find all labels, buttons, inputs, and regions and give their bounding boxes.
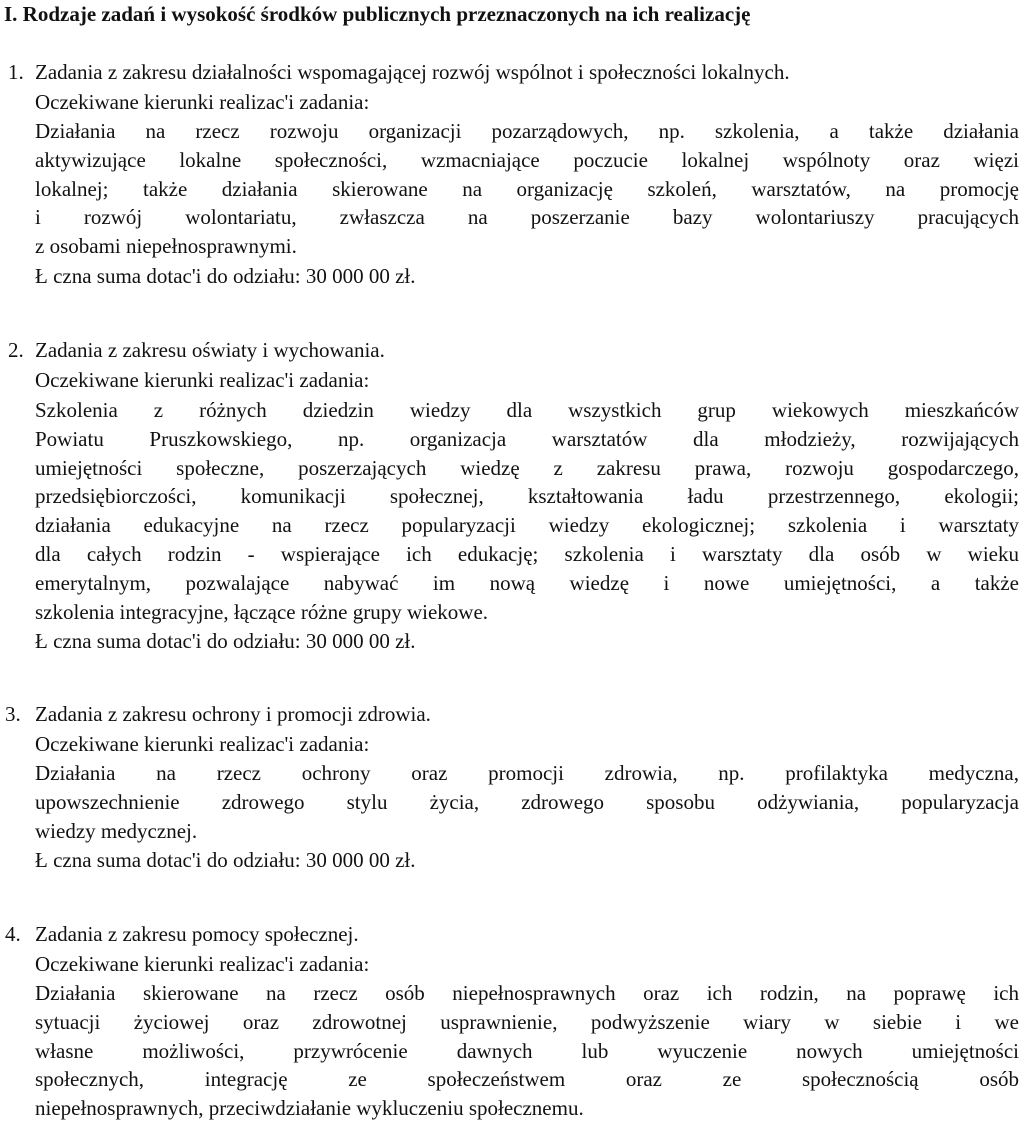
section-1-body [35,117,1019,261]
section-1-body-line: aktywizujące lokalne społeczności, wzmacniające poczucie lokalnej wspólnoty oraz więzi [35,147,1019,172]
section-2-sum: Ł czna suma dotac'i do odziału: 30 000 00 zł. [35,629,416,653]
section-1-body-line: z osobami niepełnosprawnymi. [35,234,297,259]
section-4-directions-label: Oczekiwane kierunki realizac'i zadania: [35,952,370,976]
section-2-directions-label: Oczekiwane kierunki realizac'i zadania: [35,368,370,392]
section-2-number: 2. [8,338,24,362]
section-2-body-line: emerytalnym, pozwalające nabywać im nową wiedzę i nowe umiejętności, a także [35,570,1019,595]
section-2-body-line: szkolenia integracyjne, łączące różne grupy wiekowe. [35,599,489,624]
section-2-title: Zadania z zakresu oświaty i wychowania. [35,338,385,362]
section-2-body [35,396,1019,626]
section-2-body-line: umiejętności społeczne, poszerzających wiedzę z zakresu prawa, rozwoju gospodarczego, [35,455,1019,480]
section-1-number: 1. [8,60,24,84]
section-4-body-line: niepełnosprawnych, przeciwdziałanie wykluczeniu społecznemu. [35,1096,584,1121]
section-3-number: 3. [5,702,21,726]
section-2-body-line: działania edukacyjne na rzecz popularyzacji wiedzy ekologicznej; szkolenia i warsztaty [35,513,1019,538]
section-2-body-line: dla całych rodzin - wspierające ich edukację; szkolenia i warsztaty dla osób w wieku [35,541,1019,566]
section-1-body-line: lokalnej; także działania skierowane na organizację szkoleń, warsztatów, na promocję [35,176,1019,201]
page-heading: I. Rodzaje zadań i wysokość środków publicznych przeznaczonych na ich realizację [4,2,751,26]
section-1-directions-label: Oczekiwane kierunki realizac'i zadania: [35,90,370,114]
section-3-body-line: upowszechnienie zdrowego stylu życia, zdrowego sposobu odżywiania, popularyzacja [35,789,1019,814]
section-4-number: 4. [5,922,21,946]
section-4-title: Zadania z zakresu pomocy społecznej. [35,922,359,946]
section-4-body-line: własne możliwości, przywrócenie dawnych lub wyuczenie nowych umiejętności [35,1038,1019,1063]
section-3-title: Zadania z zakresu ochrony i promocji zdrowia. [35,702,431,726]
section-3-directions-label: Oczekiwane kierunki realizac'i zadania: [35,732,370,756]
section-4-body-line: Działania skierowane na rzecz osób niepełnosprawnych oraz ich rodzin, na poprawę ich [35,981,1019,1005]
section-1-sum: Ł czna suma dotac'i do odziału: 30 000 00 zł. [35,264,416,288]
section-4-body [35,979,1019,1123]
section-3-body-line: Działania na rzecz ochrony oraz promocji zdrowia, np. profilaktyka medyczna, [35,761,1019,785]
section-3-body [35,759,1019,845]
section-4-body-line: społecznych, integrację ze społeczeństwem oraz ze społecznością osób [35,1067,1019,1092]
section-3-sum: Ł czna suma dotac'i do odziału: 30 000 00 zł. [35,848,416,872]
section-1-body-line: Działania na rzecz rozwoju organizacji pozarządowych, np. szkolenia, a także działania [35,119,1019,143]
section-4-body-line: sytuacji życiowej oraz zdrowotnej usprawnienie, podwyższenie wiary w siebie i we [35,1009,1019,1034]
section-1-title: Zadania z zakresu działalności wspomagającej rozwój wspólnot i społeczności lokalnych. [35,60,790,84]
section-1-body-line: i rozwój wolontariatu, zwłaszcza na poszerzanie bazy wolontariuszy pracujących [35,205,1019,230]
section-3-body-line: wiedzy medycznej. [35,818,198,843]
section-2-body-line: Powiatu Pruszkowskiego, np. organizacja warsztatów dla młodzieży, rozwijających [35,426,1019,451]
section-2-body-line: Szkolenia z różnych dziedzin wiedzy dla wszystkich grup wiekowych mieszkańców [35,398,1019,422]
section-2-body-line: przedsiębiorczości, komunikacji społecznej, kształtowania ładu przestrzennego, ekologii; [35,484,1019,509]
